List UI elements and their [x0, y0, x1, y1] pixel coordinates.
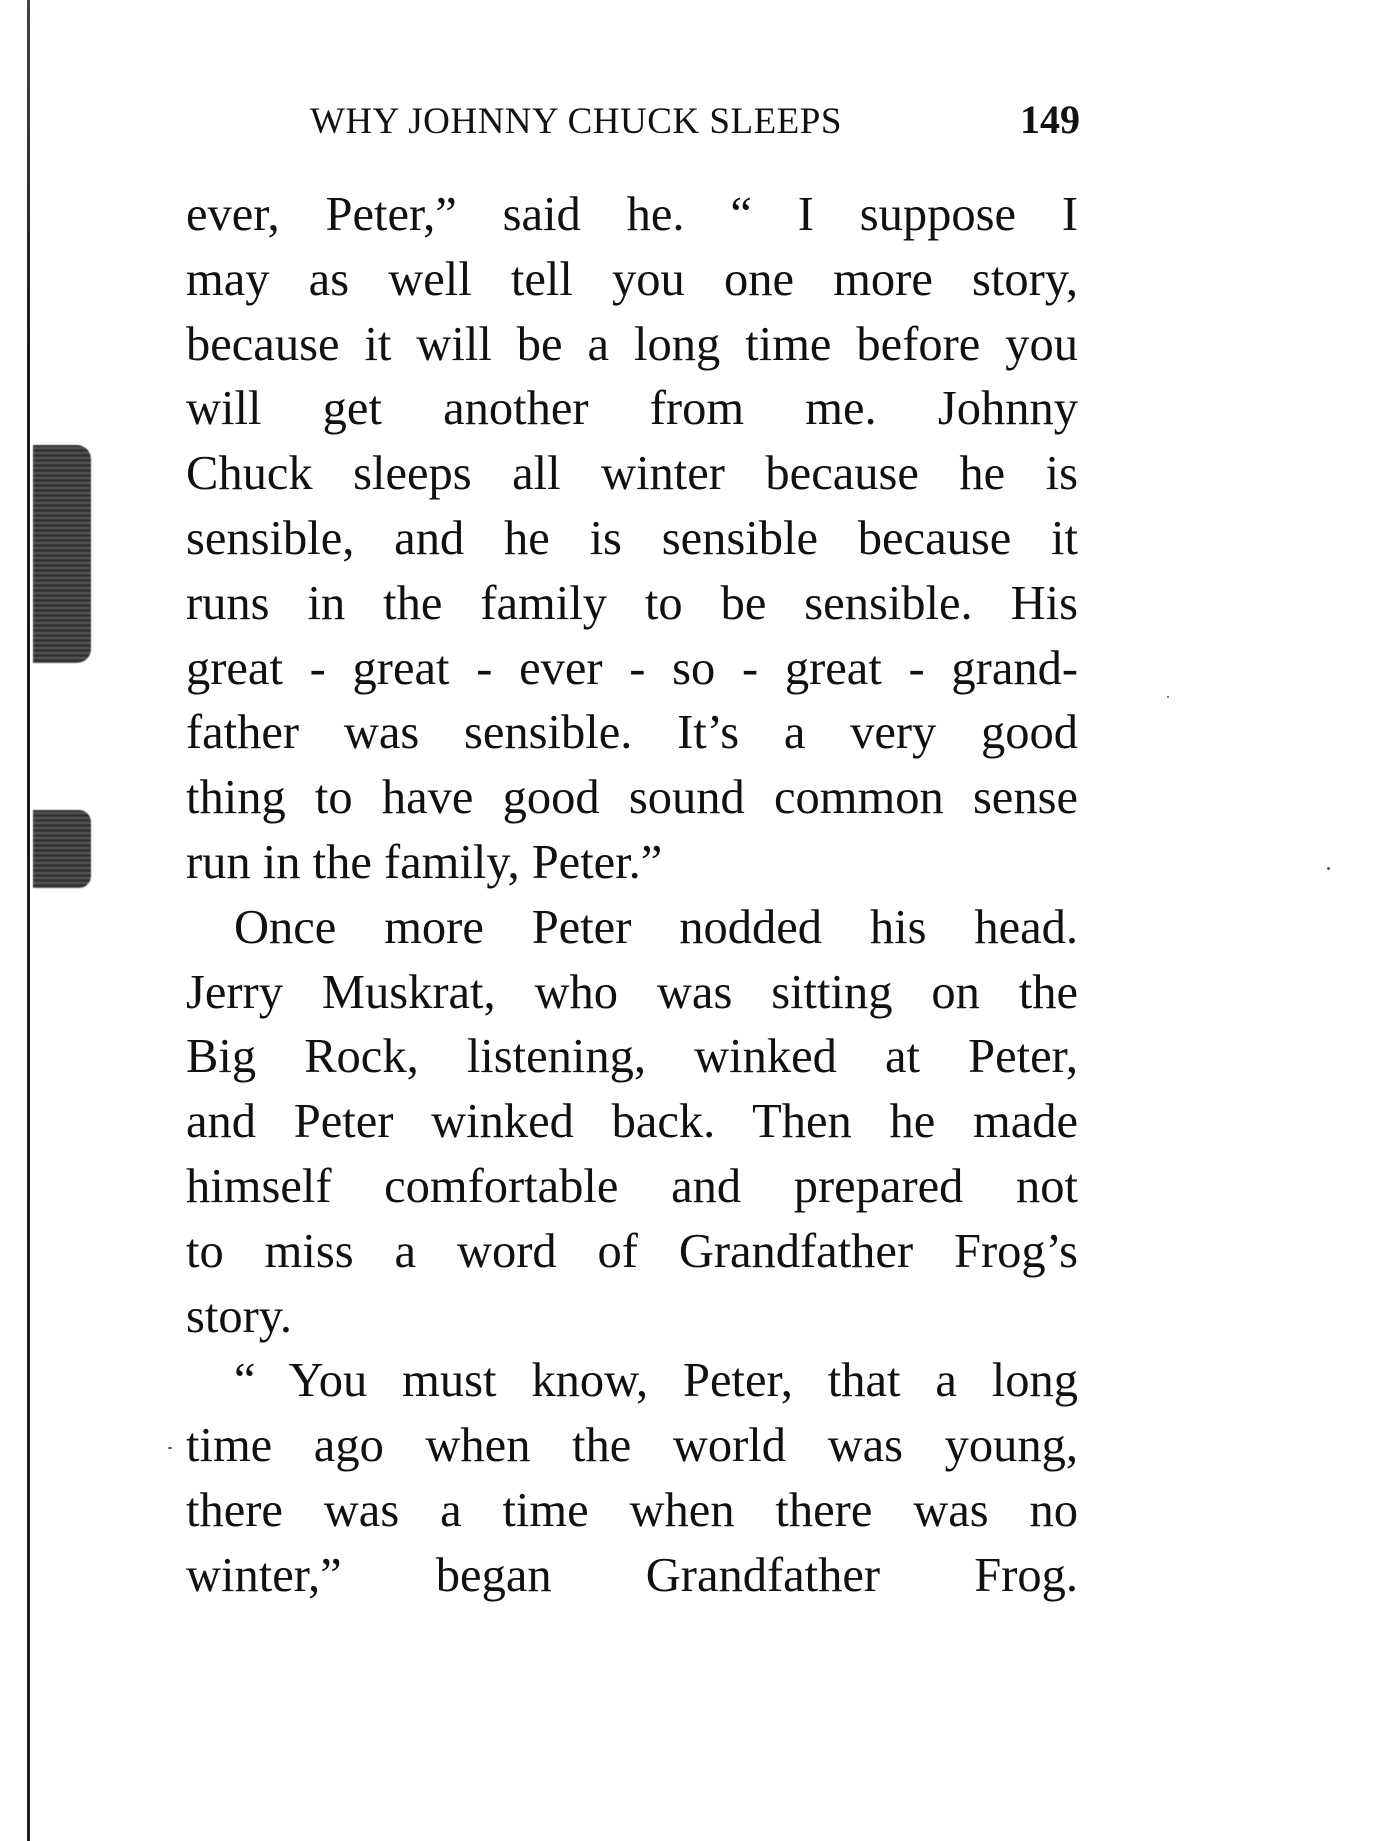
scan-shadow-upper	[33, 445, 91, 663]
running-head-title: WHY JOHNNY CHUCK SLEEPS	[310, 101, 842, 142]
text-line: ever, Peter,” said he. “ I suppose I	[186, 188, 1078, 241]
text-line: thing to have good sound common sense	[186, 771, 1078, 825]
text-line: there was a time when there was no	[186, 1483, 1078, 1537]
binding-edge	[27, 0, 30, 1841]
page-number: 149	[1020, 97, 1080, 142]
text-line: Once more Peter nodded his head.	[234, 900, 1078, 954]
text-line: and Peter winked back. Then he made	[186, 1095, 1078, 1149]
body-text	[186, 183, 1078, 1609]
text-line: may as well tell you one more story,	[186, 252, 1078, 306]
text-line: winter,” began Grandfather Frog.	[186, 1548, 1078, 1602]
text-line: will get another from me. Johnny	[186, 382, 1078, 436]
running-head	[310, 96, 1080, 144]
text-line: great - great - ever - so - great - grand-	[186, 641, 1078, 695]
text-line: story.	[186, 1289, 292, 1343]
scan-speck	[1167, 696, 1169, 698]
text-line: Chuck sleeps all winter because he is	[186, 447, 1078, 501]
text-line: Big Rock, listening, winked at Peter,	[186, 1030, 1078, 1084]
text-line: run in the family, Peter.”	[186, 835, 663, 889]
scan-shadow-lower	[33, 810, 91, 888]
text-line: “ You must know, Peter, that a long	[234, 1354, 1078, 1408]
text-line: time ago when the world was young,	[186, 1419, 1078, 1473]
scan-speck	[1327, 867, 1330, 870]
text-line: himself comfortable and prepared not	[186, 1159, 1078, 1213]
text-line: runs in the family to be sensible. His	[186, 576, 1078, 630]
text-line: because it will be a long time before you	[186, 317, 1078, 371]
text-line: to miss a word of Grandfather Frog’s	[186, 1224, 1078, 1278]
text-line: father was sensible. It’s a very good	[186, 706, 1078, 760]
text-line: Jerry Muskrat, who was sitting on the	[186, 965, 1078, 1019]
scan-speck	[168, 1447, 172, 1449]
text-line: sensible, and he is sensible because it	[186, 511, 1078, 565]
